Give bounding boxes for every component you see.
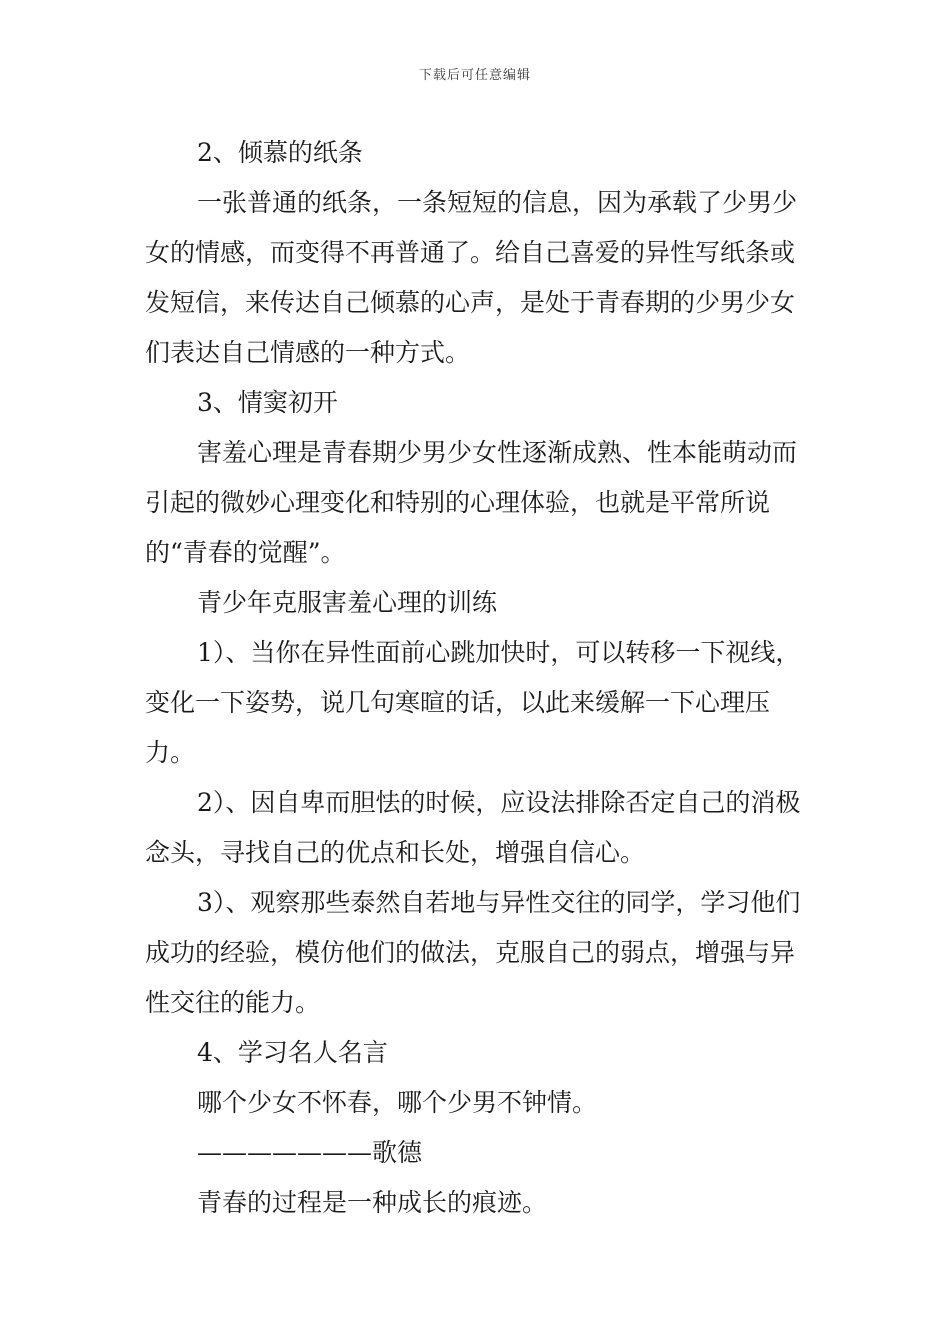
quote-attribution: ———————歌德	[197, 1138, 423, 1167]
heading-first-love: 3、情窦初开	[197, 388, 338, 417]
list-item-1: 1）、当你在异性面前心跳加快时，可以转移一下视线，变化一下姿势，说几句寒暄的话，以此来缓解一下心理压力。	[145, 638, 801, 767]
paragraph-youth-process: 青春的过程是一种成长的痕迹。	[197, 1188, 548, 1217]
list-item-2: 2）、因自卑而胆怯的时候，应设法排除否定自己的消极念头，寻找自己的优点和长处，增强自信心。	[145, 788, 801, 867]
heading-admiration-notes: 2、倾慕的纸条	[197, 138, 363, 167]
paragraph-shyness: 害羞心理是青春期少男少女性逐渐成熟、性本能萌动而引起的微妙心理变化和特别的心理体验，也就是平常所说的“青春的觉醒”。	[145, 438, 798, 567]
paragraph-notes: 一张普通的纸条，一条短短的信息，因为承载了少男少女的情感，而变得不再普通了。给自己喜爱的异性写纸条或发短信，来传达自己倾慕的心声，是处于青春期的少男少女们表达自己情感的一种方式。	[145, 188, 798, 367]
document-body	[145, 128, 810, 1228]
page-header: 下载后可任意编辑	[418, 68, 531, 83]
list-item-3: 3）、观察那些泰然自若地与异性交往的同学，学习他们成功的经验，模仿他们的做法，克服自己的弱点，增强与异性交往的能力。	[145, 888, 801, 1017]
quote-text: 哪个少女不怀春，哪个少男不钟情。	[197, 1088, 598, 1117]
heading-quotes: 4、学习名人名言	[197, 1038, 388, 1067]
heading-training: 青少年克服害羞心理的训练	[197, 588, 498, 617]
